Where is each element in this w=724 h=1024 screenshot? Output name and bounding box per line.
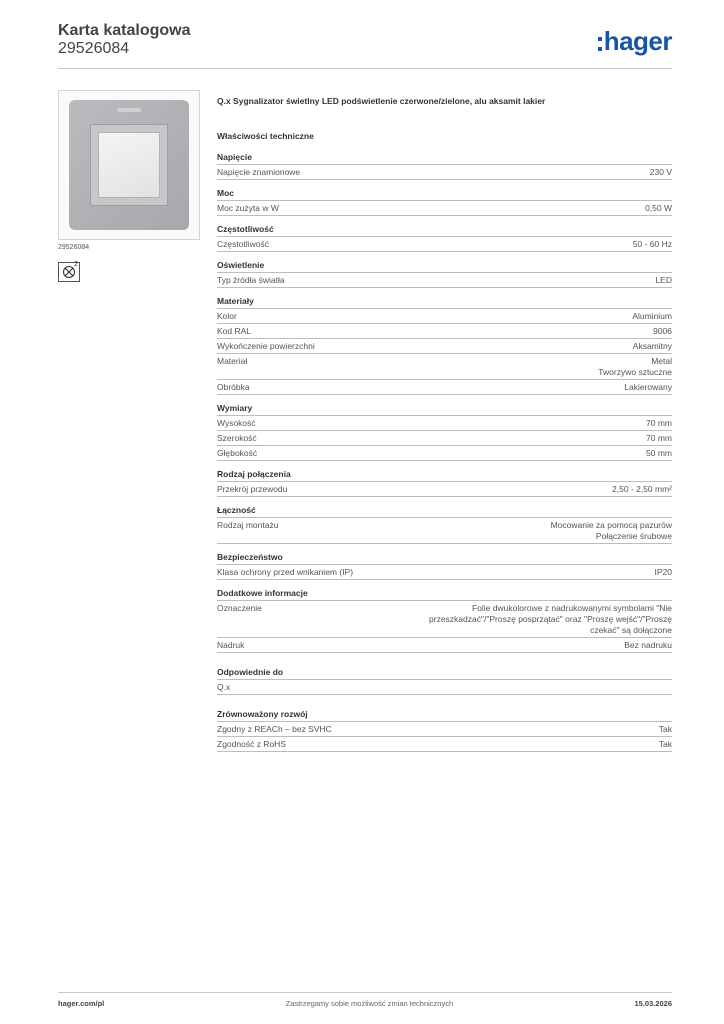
section-heading: Dodatkowe informacje [217,588,672,601]
spec-row [217,273,672,288]
spec-label: Wysokość [217,418,256,428]
spec-value [588,356,672,378]
document-title: Karta katalogowa [58,22,191,39]
spec-value [640,167,672,178]
page-footer [58,999,672,1008]
lamp-symbol-icon [58,262,80,282]
spec-value [645,275,672,286]
section-heading: Wymiary [217,403,672,416]
spec-value [649,739,672,750]
spec-value-line: Aksamitny [632,341,672,351]
spec-label: Kod RAL [217,326,252,336]
document-number: 29526084 [58,40,130,57]
spec-section [217,505,672,544]
product-insert [90,124,168,206]
section-heading: Moc [217,188,672,201]
spec-label: Częstotliwość [217,239,269,249]
lamp-count: 2 [74,261,78,268]
spec-value-line: 9006 [653,326,672,336]
spec-value [636,448,672,459]
logo-mark-icon [598,37,602,51]
footer-divider [58,992,672,993]
spec-value-line: 0,50 W [645,203,672,213]
spec-section [217,403,672,461]
spec-value-line: Bez nadruku [624,640,672,650]
footer-disclaimer: Zastrzegamy sobie możliwość zmian technicznych [285,999,454,1008]
spec-value [636,433,672,444]
spec-value-line: Połączenie śrubowe [595,531,672,541]
spec-value-line: 230 V [649,167,672,177]
spec-value [662,682,672,693]
spec-row [217,565,672,580]
section-heading: Łączność [217,505,672,518]
spec-row [217,380,672,395]
spec-label: Typ źródła światła [217,275,285,285]
footer-website: hager.com/pl [58,999,105,1008]
spec-row [217,354,672,380]
tech-properties-heading: Właściwości techniczne [217,131,314,141]
spec-section [217,152,672,180]
spec-section [217,552,672,580]
spec-value-line: Metal [651,356,672,366]
logo-text: hager [603,26,672,56]
spec-row [217,482,672,497]
spec-value [602,484,672,495]
spec-label: Q.x [217,682,231,692]
spec-label: Kolor [217,311,237,321]
spec-section [217,224,672,252]
section-heading: Odpowiednie do [217,667,672,680]
spec-row [217,237,672,252]
spec-row [217,518,672,544]
spec-value-line: 70 mm [646,433,672,443]
spec-value [541,520,672,542]
spec-value [649,724,672,735]
spec-value-line: LED [655,275,672,285]
spec-row [217,446,672,461]
spec-label: Szerokość [217,433,257,443]
spec-label: Napięcie znamionowe [217,167,301,177]
spec-row [217,201,672,216]
page-header [58,22,190,58]
product-image [58,90,200,240]
spec-row [217,722,672,737]
section-heading: Bezpieczeństwo [217,552,672,565]
section-heading: Napięcie [217,152,672,165]
spec-value-line: 50 mm [646,448,672,458]
spec-row [217,638,672,653]
spec-value [419,603,672,636]
spec-value-line: Tak [658,724,672,734]
spec-value-line: Mocowanie za pomocą pazurów [550,520,672,530]
section-heading: Oświetlenie [217,260,672,273]
spec-label: Oznaczenie [217,603,262,613]
spec-label: Głębokość [217,448,258,458]
spec-value-line: Tworzywo sztuczne [598,367,672,377]
spec-label: Wykończenie powierzchni [217,341,315,351]
product-title: Q.x Sygnalizator świetlny LED podświetlenie czerwone/zielone, alu aksamit lakier [217,96,546,106]
spec-value [622,311,672,322]
spec-value-line: Folie dwukolorowe z nadrukowanymi symbolami "Nie [471,603,672,613]
spec-section [217,469,672,497]
spec-row [217,601,672,638]
spec-row [217,324,672,339]
image-caption: 29526084 [58,244,90,251]
product-frame [69,100,189,230]
spec-value-line: Aluminium [632,311,672,321]
spec-value [614,640,672,651]
hager-logo [598,26,672,57]
spec-label: Obróbka [217,382,250,392]
spec-label: Przekrój przewodu [217,484,288,494]
spec-value-line: przeszkadzać"/"Proszę posprzątać" oraz "Proszę wejść"/"Proszę [429,614,672,624]
spec-value [614,382,672,393]
header-divider [58,68,672,69]
section-heading: Częstotliwość [217,224,672,237]
spec-label: Zgodny z REACh – bez SVHC [217,724,332,734]
spec-value [636,418,672,429]
section-heading: Materiały [217,296,672,309]
spec-section [217,260,672,288]
spec-label: Klasa ochrony przed wnikaniem (IP) [217,567,354,577]
spec-section [217,667,672,695]
spec-label: Nadruk [217,640,245,650]
spec-label: Zgodność z RoHS [217,739,286,749]
spec-row [217,431,672,446]
spec-sections [217,152,672,752]
spec-row [217,737,672,752]
spec-value-line: 2,50 - 2,50 mm² [612,484,672,494]
spec-section [217,188,672,216]
spec-section [217,588,672,653]
spec-value [645,567,673,578]
spec-value-line: czekać" są dołączone [590,625,672,635]
spec-value [643,326,672,337]
spec-row [217,165,672,180]
spec-value-line: Tak [658,739,672,749]
spec-value [635,203,672,214]
spec-label: Rodzaj montażu [217,520,279,530]
spec-value-line: Lakierowany [624,382,672,392]
spec-label: Moc zużyta w W [217,203,279,213]
product-lens [98,132,160,198]
section-heading: Zrównoważony rozwój [217,709,672,722]
spec-label: Materiał [217,356,248,366]
spec-value-line: 70 mm [646,418,672,428]
spec-value [623,239,672,250]
spec-value-line: 50 - 60 Hz [632,239,672,249]
spec-section [217,296,672,395]
spec-row [217,309,672,324]
spec-value-line: IP20 [654,567,672,577]
spec-section [217,709,672,752]
spec-row [217,339,672,354]
spec-row [217,680,672,695]
spec-row [217,416,672,431]
section-heading: Rodzaj połączenia [217,469,672,482]
spec-content [217,96,672,760]
spec-value [623,341,672,352]
footer-date: 15.03.2026 [634,999,672,1008]
